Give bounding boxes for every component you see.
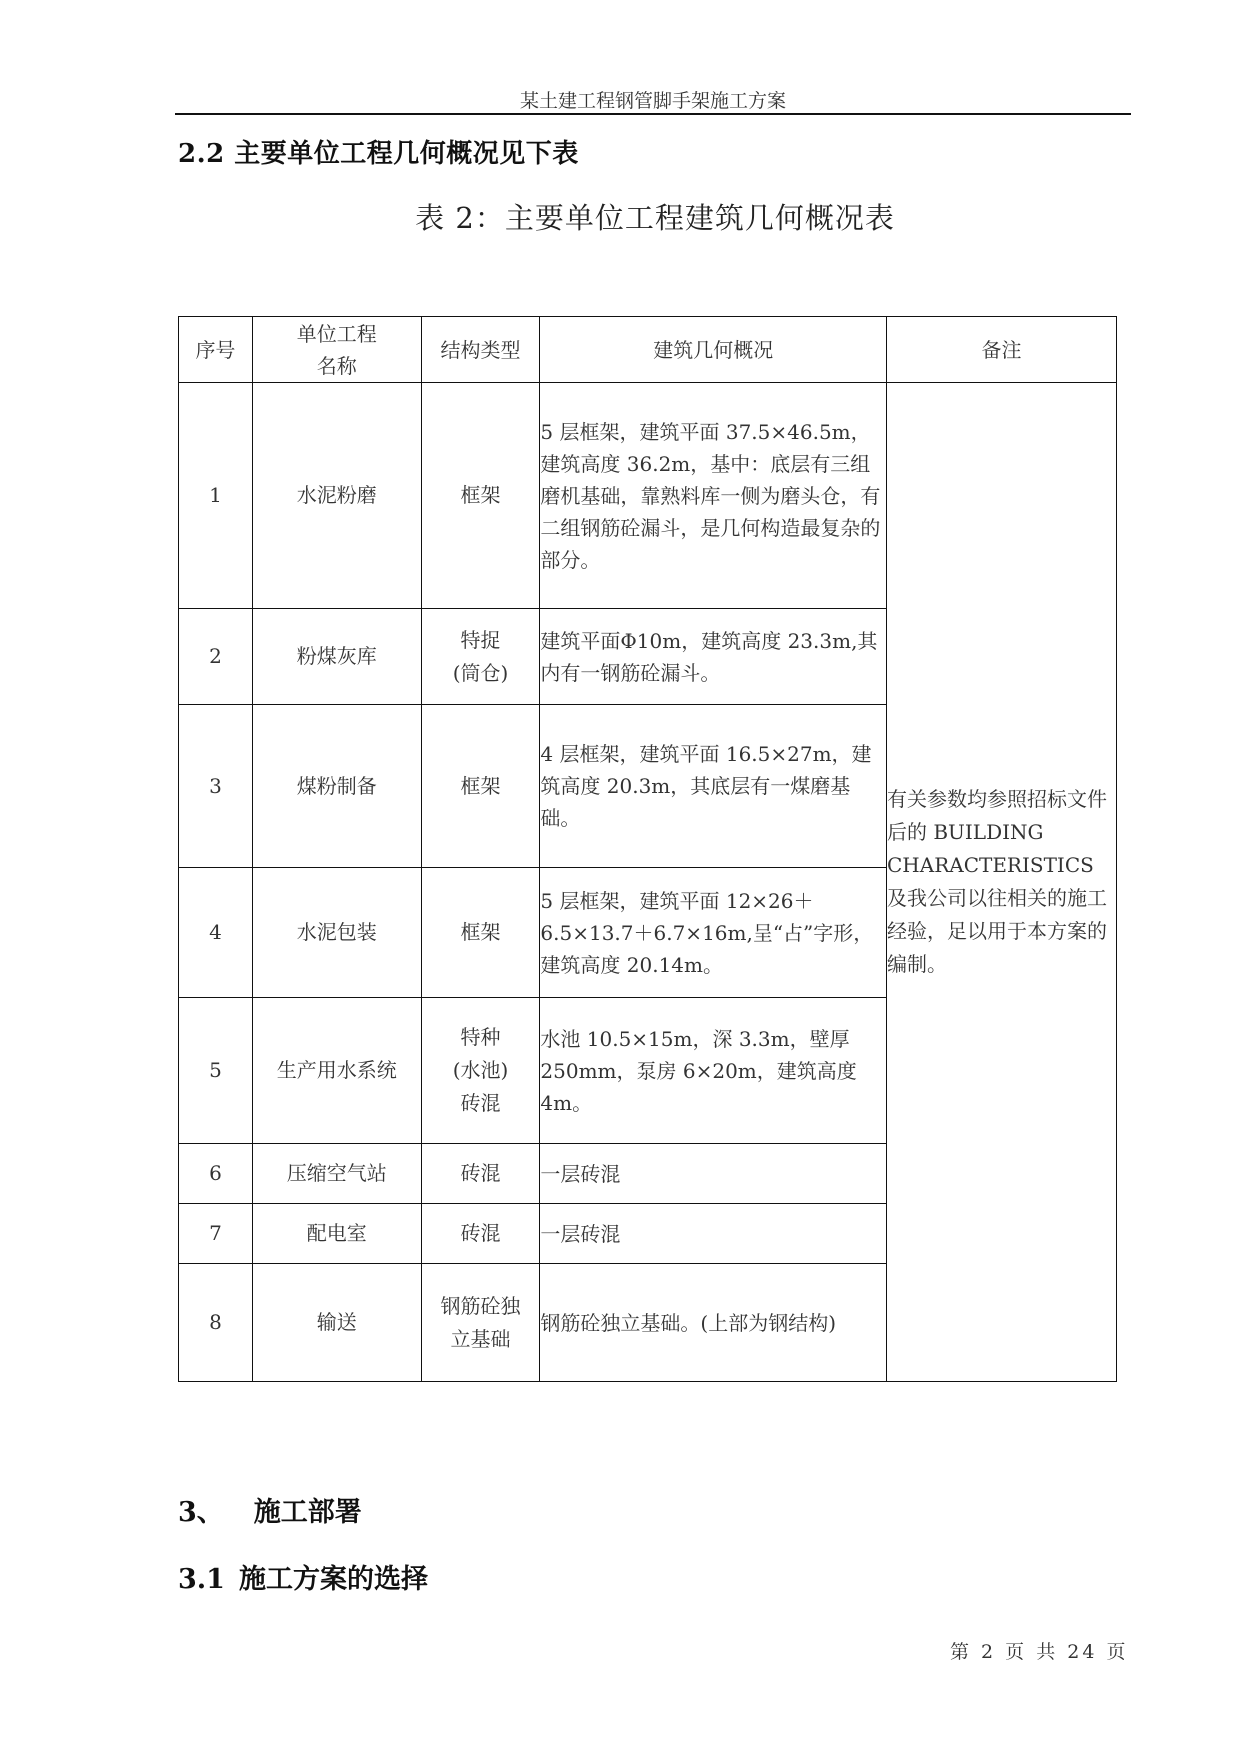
row-geometry: 5 层框架，建筑平面 12×26＋6.5×13.7＋6.7×16m,呈“占”字形，建筑高度 20.14m。 bbox=[540, 868, 887, 998]
page-number: 第 2 页 共 24 页 bbox=[950, 1641, 1129, 1663]
table-header-row bbox=[179, 317, 1117, 383]
table-caption: 表 2：主要单位工程建筑几何概况表 bbox=[415, 201, 895, 235]
structure-line: 钢筋砼独 bbox=[440, 1293, 521, 1318]
structure-line: 砖混 bbox=[460, 1221, 501, 1245]
structure-line: 框架 bbox=[460, 773, 501, 798]
structure-line: 框架 bbox=[460, 483, 501, 507]
row-structure bbox=[421, 1144, 540, 1204]
row-structure bbox=[421, 868, 540, 998]
structure-line: (水池) bbox=[452, 1058, 509, 1082]
header-name-line1: 单位工程 bbox=[296, 321, 377, 346]
row-structure bbox=[421, 1264, 540, 1382]
row-name: 配电室 bbox=[252, 1204, 421, 1264]
row-name: 压缩空气站 bbox=[252, 1144, 421, 1204]
structure-line: 砖混 bbox=[460, 1161, 501, 1185]
header-structure: 结构类型 bbox=[421, 317, 540, 383]
header-no: 序号 bbox=[179, 317, 253, 383]
section-3-1-heading bbox=[178, 1557, 428, 1596]
row-name: 煤粉制备 bbox=[252, 705, 421, 868]
remark-cell: 有关参数均参照招标文件后的 BUILDING CHARACTERISTICS 及我公司以往相关的施工经验，足以用于本方案的编制。 bbox=[887, 383, 1117, 1382]
header-geometry: 建筑几何概况 bbox=[540, 317, 887, 383]
row-geometry: 钢筋砼独立基础。(上部为钢结构) bbox=[540, 1264, 887, 1382]
row-no: 8 bbox=[179, 1264, 253, 1382]
header-name-line2: 名称 bbox=[316, 353, 357, 378]
row-no: 6 bbox=[179, 1144, 253, 1204]
running-header: 某土建工程钢管脚手架施工方案 bbox=[519, 90, 786, 112]
structure-line: 特捉 bbox=[460, 627, 501, 652]
header-rule bbox=[175, 113, 1131, 115]
row-geometry: 水池 10.5×15m，深 3.3m，壁厚 250mm，泵房 6×20m，建筑高度 4m。 bbox=[540, 998, 887, 1144]
section-3-title: 施工部署 bbox=[253, 1497, 362, 1528]
row-structure bbox=[421, 609, 540, 705]
row-name: 水泥粉磨 bbox=[252, 383, 421, 609]
row-no: 5 bbox=[179, 998, 253, 1144]
header-remark: 备注 bbox=[887, 317, 1117, 383]
row-structure bbox=[421, 705, 540, 868]
structure-line: 砖混 bbox=[460, 1091, 501, 1115]
row-geometry: 4 层框架，建筑平面 16.5×27m，建筑高度 20.3m，其底层有一煤磨基础。 bbox=[540, 705, 887, 868]
row-structure bbox=[421, 998, 540, 1144]
structure-line: 框架 bbox=[460, 920, 501, 944]
section-3-1-title: 施工方案的选择 bbox=[238, 1564, 428, 1595]
section-3-heading bbox=[178, 1490, 362, 1529]
row-structure bbox=[421, 383, 540, 609]
structure-line: 立基础 bbox=[450, 1326, 511, 1351]
row-no: 3 bbox=[179, 705, 253, 868]
structure-line: (筒仓) bbox=[452, 660, 509, 685]
table-row bbox=[179, 383, 1117, 609]
row-no: 7 bbox=[179, 1204, 253, 1264]
header-name bbox=[252, 317, 421, 383]
row-no: 2 bbox=[179, 609, 253, 705]
geometry-table bbox=[178, 316, 1117, 1382]
row-structure bbox=[421, 1204, 540, 1264]
section-3-number: 3、 bbox=[178, 1497, 224, 1528]
row-geometry: 一层砖混 bbox=[540, 1204, 887, 1264]
row-no: 1 bbox=[179, 383, 253, 609]
row-geometry: 一层砖混 bbox=[540, 1144, 887, 1204]
row-name: 输送 bbox=[252, 1264, 421, 1382]
row-name: 水泥包装 bbox=[252, 868, 421, 998]
section-2-2-heading: 2.2 主要单位工程几何概况见下表 bbox=[178, 139, 579, 169]
row-no: 4 bbox=[179, 868, 253, 998]
structure-line: 特种 bbox=[460, 1025, 501, 1049]
row-name: 粉煤灰库 bbox=[252, 609, 421, 705]
row-geometry: 建筑平面Φ10m，建筑高度 23.3m,其内有一钢筋砼漏斗。 bbox=[540, 609, 887, 705]
section-3-1-number: 3.1 bbox=[178, 1564, 225, 1595]
row-name: 生产用水系统 bbox=[252, 998, 421, 1144]
row-geometry: 5 层框架，建筑平面 37.5×46.5m，建筑高度 36.2m，基中：底层有三组磨机基础，靠熟料库一侧为磨头仓，有二组钢筋砼漏斗，是几何构造最复杂的部分。 bbox=[540, 383, 887, 609]
